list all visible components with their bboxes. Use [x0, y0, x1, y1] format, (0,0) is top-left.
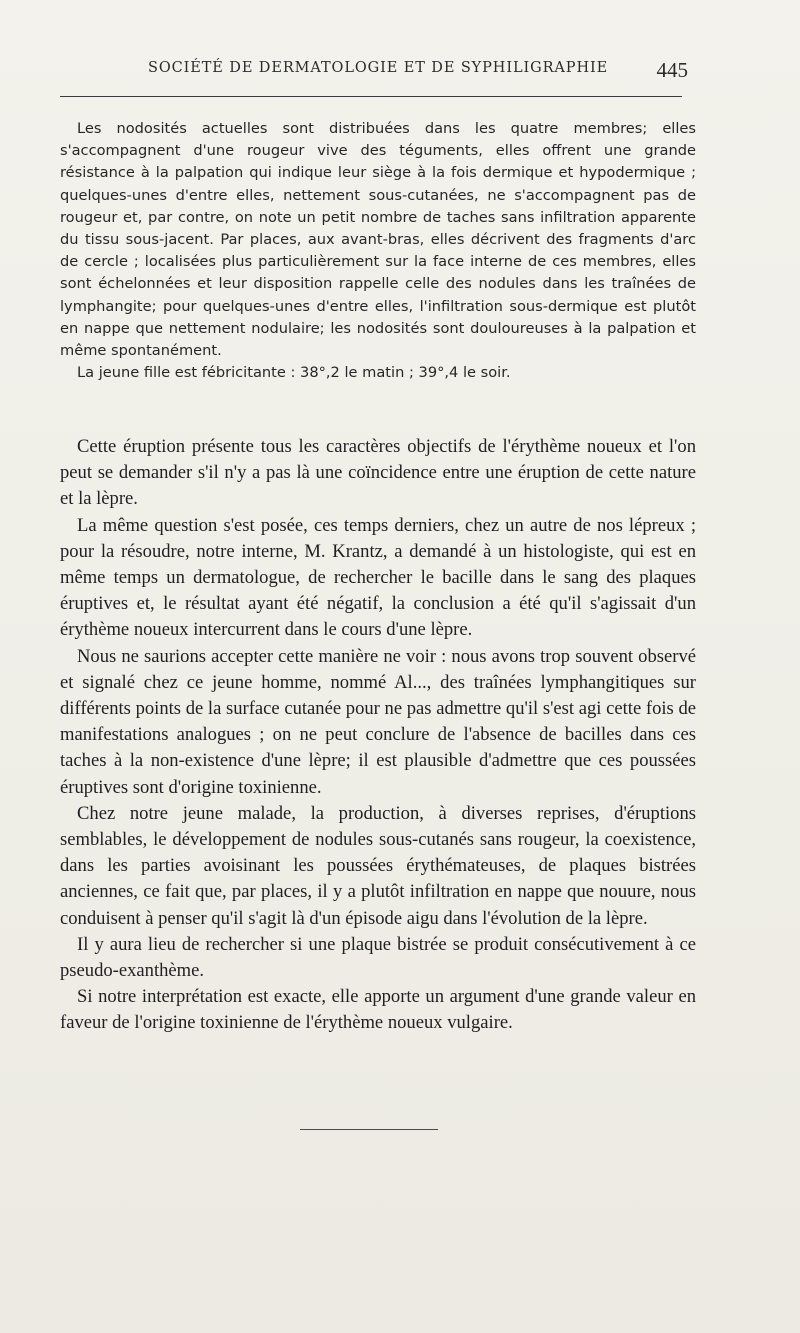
paragraph-eruption-character: Cette éruption présente tous les caractères objectifs de l'érythème noueux et l'on peut se demander s'il n'y a pas là une coïncidence entre une éruption de cette nature et la lèpre.	[60, 436, 696, 510]
paragraph-same-question: La même question s'est posée, ces temps derniers, chez un autre de nos lépreux ; pour la résoudre, notre interne, M. Krantz, a demandé à un histologiste, qui est en même temps un dermatologue, de rechercher le bacille dans le sang des plaques éruptives et, le résultat ayant été négatif, la conclusion a été qu'il s'agissait d'un érythème noueux intercurrent dans le cours d'une lèpre.	[60, 514, 696, 641]
section-end-rule	[300, 1129, 438, 1130]
paragraph-further-research: Il y aura lieu de rechercher si une plaque bistrée se produit consécutivement à ce pseudo-exanthème.	[60, 933, 696, 982]
observation-text-block	[60, 118, 696, 384]
page-number: 445	[656, 58, 688, 82]
paragraph-conclusion: Si notre interprétation est exacte, elle apporte un argument d'une grande valeur en faveur de l'origine toxinienne de l'érythème noueux vulgaire.	[60, 986, 696, 1034]
running-title: SOCIÉTÉ DE DERMATOLOGIE ET DE SYPHILIGRAPHIE	[148, 60, 609, 76]
paragraph-young-patient: Chez notre jeune malade, la production, à diverses reprises, d'éruptions semblables, le développement de nodules sous-cutanés sans rougeur, la coexistence, dans les parties avoisinant les poussées érythémateuses, de plaques bistrées anciennes, ce fait que, par places, il y a plutôt infiltration en nappe que nouure, nous conduisent à penser qu'il s'agit là d'un épisode aigu dans l'évolution de la lèpre.	[60, 802, 696, 929]
paragraph-disagreement: Nous ne saurions accepter cette manière ne voir : nous avons trop souvent observé et signalé chez ce jeune homme, nommé Al..., des traînées lymphangitiques sur différents points de la surface cutanée pour ne pas admettre qu'il s'est agi cette fois de manifestations analogues ; on ne peut conclure de l'absence de bacilles dans ces taches à la non-existence d'une lèpre; il est plausible d'admettre que ces poussées éruptives sont d'origine toxinienne.	[60, 645, 696, 798]
paragraph-nodosities-description: Les nodosités actuelles sont distribuées dans les quatre membres; elles s'accompagnent d'une rougeur vive des téguments, elles offrent une grande résistance à la palpation qui indique leur siège à la fois dermique et hypodermique ; quelques-unes d'entre elles, nettement sous-cutanées, ne s'accompagnent pas de rougeur et, par contre, on note un petit nombre de taches sans infiltration apparente du tissu sous-jacent. Par places, aux avant-bras, elles décrivent des fragments d'arc de cercle ; localisées plus particulièrement sur la face interne de ces membres, elles sont échelonnées et leur disposition rappelle celle des nodules dans les traînées de lymphangite; pour quelques-unes d'entre elles, l'infiltration sous-dermique est plutôt en nappe que nettement nodulaire; les nodosités sont douloureuses à la palpation et même spontanément.	[60, 120, 696, 360]
running-head	[60, 60, 690, 86]
header-rule	[60, 96, 682, 97]
discussion-text-block	[60, 434, 696, 1037]
paragraph-temperature: La jeune fille est fébricitante : 38°,2 le matin ; 39°,4 le soir.	[77, 364, 511, 382]
